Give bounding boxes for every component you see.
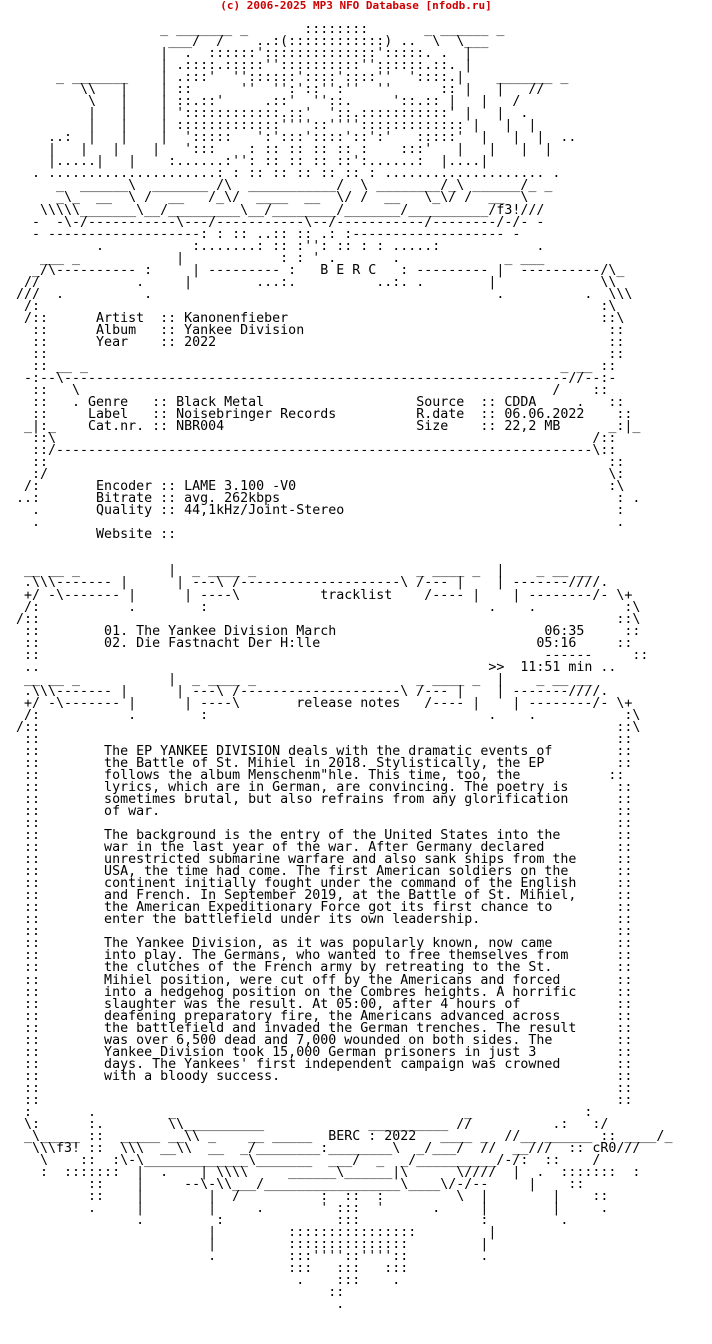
nfo-line: :: ------ :: xyxy=(16,647,649,663)
nfo-line: \\ | | :: '' '':'::'':'' '' :: | | // xyxy=(16,82,545,98)
nfo-line: :: Mihiel position, were cut off by the Americans and forced :: xyxy=(16,972,633,988)
site-copyright-header: (c) 2006-2025 MP3 NFO Database [nfodb.ru] xyxy=(220,0,492,12)
nfo-line: // . | ...:. ..:. . | \\ xyxy=(16,274,617,290)
nfo-line: ___/ / ..:(::::::::::::) .. \ \___ xyxy=(16,34,489,50)
nfo-line: +/ -\------- | | ----\ release notes /---- | | --------/- \+ xyxy=(16,695,633,711)
nfo-line: :: war in the last year of the war. After Germany declared :: xyxy=(16,840,633,856)
nfo-line: :: sometimes brutal, but also refrains from any glorification :: xyxy=(16,792,633,808)
nfo-line: .. >> 11:51 min .. xyxy=(16,659,617,675)
nfo-line: :: unrestricted submarine warfare and also sank ships from the :: xyxy=(16,852,633,868)
nfo-line: /:: Artist :: Kanonenfieber ::\ xyxy=(16,310,625,326)
nfo-line: - -------------------: : :: ..:: :: .: :------------------- - xyxy=(16,226,521,242)
nfo-line: \: :. \\__________ __________ // .: :/ xyxy=(16,1116,609,1132)
nfo-line: _/\---------- : | --------- : B E R C : --------- | ----------/\_ xyxy=(16,262,625,278)
nfo-line: __ __ _ | _ ____ _ _ ____ _ | _ __ __ xyxy=(16,671,593,687)
nfo-line: | ::::::::::::::: | xyxy=(16,1237,489,1253)
nfo-line: ::\ /:: xyxy=(16,431,617,447)
nfo-line: :: :: xyxy=(16,924,633,940)
nfo-line: ..: | | | '::::: ':':::'::::'::':' :::::' | | | .. xyxy=(16,130,577,146)
nfo-line: :: into a hedgehog position on the Combres heights. A horrific :: xyxy=(16,984,633,1000)
nfo-line: . Quality :: 44,1kHz/Joint-Stereo : xyxy=(16,503,625,519)
nfo-line: :: slaughter was the result. At 05:00, after 4 hours of :: xyxy=(16,996,633,1012)
nfo-line: \\\f3! :: \\\ __\\ __ _/________:________\ _/___/ // __/// :: cR0/// xyxy=(16,1140,641,1156)
nfo-line: _ ______\ _______ /\ ___________/ \ ________/_\ ______/_ _ xyxy=(16,178,553,194)
nfo-line: :: __ _ _ __ :: xyxy=(16,358,617,374)
nfo-line: _\_ __ \ / __ /_\/ ____ __ \/ / __ \_\/ / __ \ xyxy=(16,190,529,206)
nfo-line: :: into play. The Germans, who wanted to free themselves from :: xyxy=(16,948,633,964)
nfo-line: :: days. The Yankees' first independent campaign was crowned :: xyxy=(16,1056,633,1072)
nfo-line: :: :: xyxy=(16,816,633,832)
nfo-line: :: :: xyxy=(16,346,625,362)
nfo-line: :: the clutches of the French army by retreating to the St. :: xyxy=(16,960,633,976)
nfo-line: :: of war. :: xyxy=(16,804,633,820)
nfo-line: :: . Genre :: Black Metal Source :: CDDA . :: xyxy=(16,395,625,410)
nfo-ascii-art-document xyxy=(16,12,672,1311)
nfo-line: :: the American Expeditionary Force got its first chance to :: xyxy=(16,900,633,916)
nfo-line: :: Yankee Division took 15,000 German prisoners in just 3 :: xyxy=(16,1044,633,1060)
nfo-line: . xyxy=(16,1297,345,1313)
nfo-line: __ __ _ | _ ____ _ _ ____ _ | _ __ __ xyxy=(16,563,593,579)
nfo-line: . . xyxy=(16,515,625,531)
nfo-line: : . _ _ : xyxy=(16,1104,593,1120)
nfo-line: \ :: :\-\_____________\_______ ___/ _ _/__________/-/: :: / xyxy=(16,1152,601,1168)
nfo-line: :: Year :: 2022 :: xyxy=(16,334,625,350)
nfo-line: :: deafening preparatory fire, the Americans advanced across :: xyxy=(16,1008,633,1024)
nfo-line: | . ::::::'::::::::::::::':::::. . | xyxy=(16,46,473,62)
nfo-line: /:: ::\ xyxy=(16,719,641,735)
nfo-line: :: | --\-\\___/_________________\____\/-/-- | :: xyxy=(16,1177,585,1193)
nfo-line: _\_____ :: _____ __\\ _ __ _____ BERC : 2022 ____ _ //__ ______ :: ____/_ xyxy=(16,1128,673,1144)
nfo-line: . :::''''::'''':: . xyxy=(16,1249,489,1265)
nfo-line: /// . . . . \\\ xyxy=(16,286,633,302)
nfo-line: /:: ::\ xyxy=(16,611,641,627)
nfo-line: :: The EP YANKEE DIVISION deals with the dramatic events of :: xyxy=(16,743,633,759)
nfo-line: :/ \: xyxy=(16,467,625,483)
nfo-line: :: :: xyxy=(16,731,633,747)
nfo-line: :: continent initially fought under the command of the English :: xyxy=(16,876,633,892)
nfo-line: . .....................: : :: :: :: :: :: : .................... . xyxy=(16,166,561,182)
nfo-line: _ _______ | .:::' ''::::::'::::'::::'' '::::.| _______ _ xyxy=(16,70,569,86)
nfo-line: :: :: xyxy=(16,1080,633,1096)
nfo-line: - -\-/-----------\---/-----------\--/-----------/--------/-/- - xyxy=(16,214,545,230)
nfo-line: \ | | ::.::' .::' ''::. '::.:: | | / xyxy=(16,94,521,110)
nfo-line: |.....| | :......:'': :: :: :: ::':......: |....| xyxy=(16,154,489,170)
nfo-line: Website :: xyxy=(16,527,177,543)
nfo-line: . :.......: :: :'': :: : : .....: . xyxy=(16,238,545,254)
nfo-line: \\\\\_______\__/_________\__/________/_______/__________/f3!/// xyxy=(16,202,545,218)
nfo-line: :: lyrics, which are in German, are convincing. The poetry is :: xyxy=(16,780,633,795)
nfo-line: :: with a bloody success. :: xyxy=(16,1068,633,1084)
nfo-line: /: Encoder :: LAME 3.100 -V0 :\ xyxy=(16,479,625,495)
nfo-line: _|:_ Cat.nr. :: NBR004 Size :: 22,2 MB _:|_ xyxy=(16,419,641,435)
nfo-line: ___ _ | : : ' . . _ ___ xyxy=(16,250,545,266)
nfo-line: :: :: xyxy=(16,455,625,471)
nfo-line: | | | '::::::::::::.::' '::.:::::::::::' | | . xyxy=(16,106,529,122)
nfo-line: :: enter the battlefield under its own leadership. :: xyxy=(16,912,633,928)
nfo-line: :: Album :: Yankee Division :: xyxy=(16,322,625,338)
nfo-line: | | | :::::::::::::''''::''''::::::::::::: | | | xyxy=(16,118,537,134)
nfo-line: /: :\ xyxy=(16,298,617,314)
nfo-line: /: . : . . :\ xyxy=(16,707,641,723)
nfo-line: :: xyxy=(16,1285,345,1301)
nfo-line: :: was over 6,500 dead and 7,000 wounded on both sides. The :: xyxy=(16,1032,633,1048)
nfo-line: :: the battlefield and invaded the German trenches. The result :: xyxy=(16,1020,633,1036)
nfo-line: :: \ / :: xyxy=(16,382,609,398)
nfo-line: :: and French. In September 2019, at the Battle of St. Mihiel, :: xyxy=(16,888,633,904)
nfo-line: ::: ::: ::: xyxy=(16,1261,409,1277)
nfo-line: :: 01. The Yankee Division March 06:35 :: xyxy=(16,623,641,639)
nfo-line: _ _______ _ :::::::: _ ______ _ xyxy=(16,22,505,38)
nfo-line: | :::::::::::::::: | xyxy=(16,1225,497,1241)
nfo-line: /: . : . . :\ xyxy=(16,599,641,615)
nfo-line: :: 02. Die Fastnacht Der H:lle 05:16 :: xyxy=(16,635,633,651)
nfo-line: :: USA, the time had come. The first American soldiers on the :: xyxy=(16,864,633,880)
nfo-line: :: follows the album Menschenm"hle. This time, too, the :: xyxy=(16,767,625,783)
nfo-line: :: the Battle of St. Mihiel in 2018. Stylistically, the EP :: xyxy=(16,755,633,771)
nfo-line: . | | . ' ::: ' . | | . xyxy=(16,1201,609,1217)
nfo-line: .\\\------- | | ---\ /--------------------\ /--- | | -------////. xyxy=(16,575,609,591)
nfo-line: ::/-------------------------------------------------------------------\:: xyxy=(16,443,617,459)
nfo-line: ..: Bitrate :: avg. 262kbps : . xyxy=(16,491,641,507)
nfo-line: :: :: xyxy=(16,1092,633,1108)
nfo-line: -:--\---------------------------------------------------------------//--:- xyxy=(16,370,617,386)
nfo-line: | | | | '::: : :: :: :: :: : :::' | | | | xyxy=(16,142,553,158)
nfo-line: . ::: . xyxy=(16,1273,401,1289)
nfo-line: . : ::: : . xyxy=(16,1213,569,1229)
nfo-line: :: | | / : :: : \ | | :: xyxy=(16,1189,609,1205)
nfo-line: :: The Yankee Division, as it was popularly known, now came :: xyxy=(16,936,633,952)
nfo-line: :: The background is the entry of the United States into the :: xyxy=(16,828,633,844)
nfo-line: | .::::.:::::''::::::::::''::::::.::. | xyxy=(16,58,473,74)
nfo-line: : ::::::: | . | \\\\ ______\______|\ \//// | . ::::::: : xyxy=(16,1165,641,1180)
nfo-line: +/ -\------- | | ----\ tracklist /---- | | --------/- \+ xyxy=(16,587,633,603)
nfo-line: :: Label :: Noisebringer Records R.date :: 06.06.2022 :: xyxy=(16,407,633,423)
nfo-line: .\\\------- | | ---\ /--------------------\ /--- | | -------////. xyxy=(16,683,609,699)
